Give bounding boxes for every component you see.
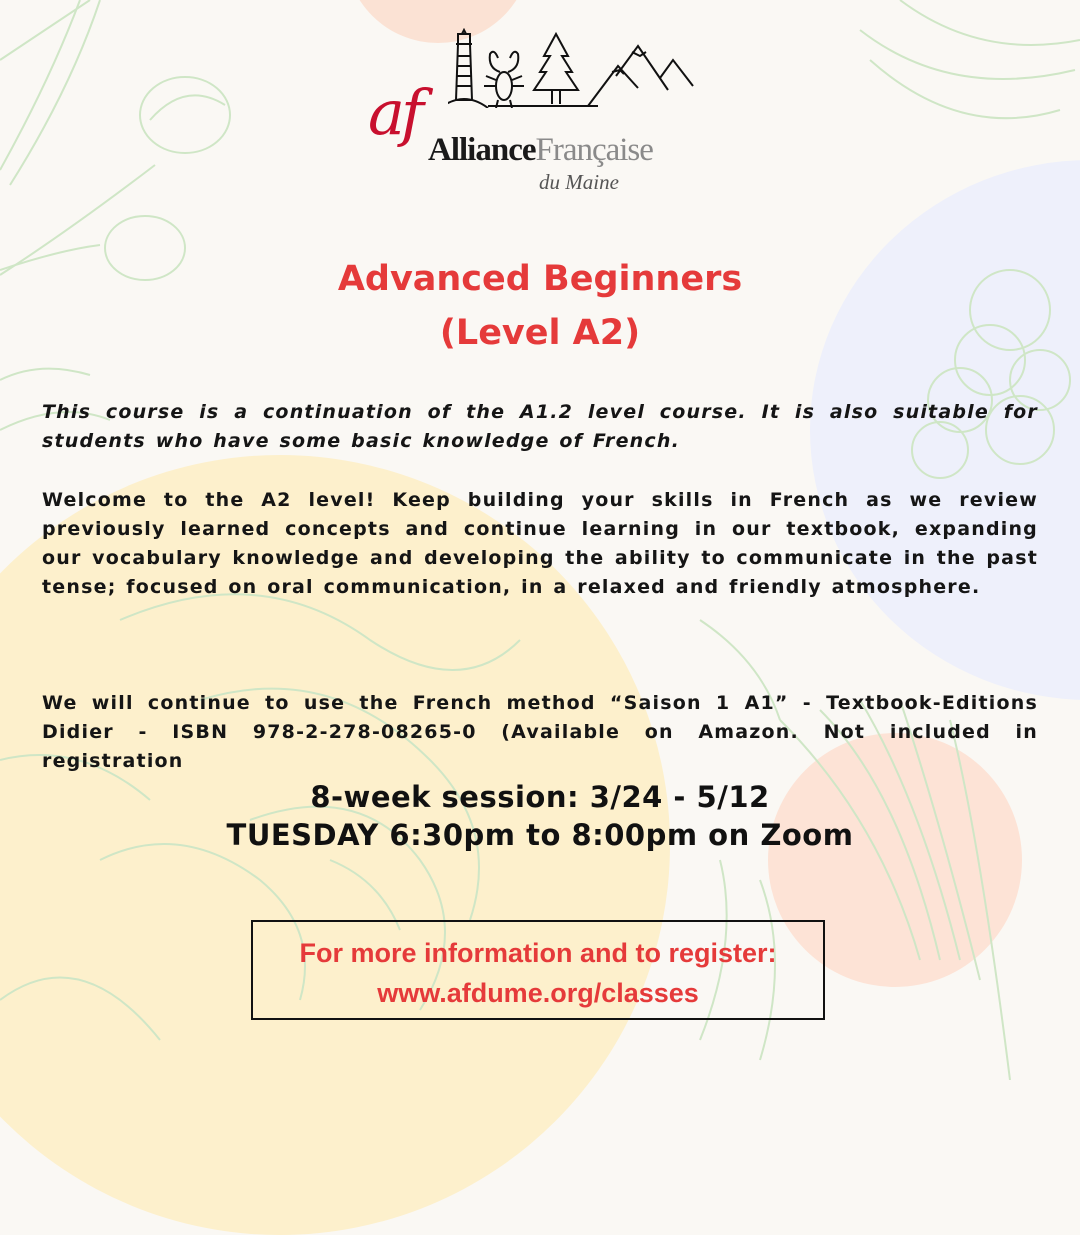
intro-paragraph: This course is a continuation of the A1.2 level course. It is also suitable for students who have some basic knowledge of French. (42, 401, 1038, 452)
register-link[interactable]: www.afdume.org/classes (377, 978, 699, 1008)
lobster-icon (484, 52, 524, 108)
maine-skyline-icon (448, 28, 708, 108)
welcome-paragraph: Welcome to the A2 level! Keep building your skills in French as we review previously learned concepts and continue learning in our textbook, expanding our vocabulary knowledge and developing the ability to communicate in the past tense; focused on oral communication, in a relaxed and friendly atmosphere. (42, 489, 1038, 598)
register-prompt: For more information and to register: (299, 938, 777, 968)
pine-tree-icon (488, 34, 598, 106)
lighthouse-icon (448, 30, 488, 108)
logo-name-alliance: Alliance (428, 132, 536, 168)
logo-monogram: af (368, 76, 420, 149)
logo-name (428, 132, 653, 169)
course-level: (Level A2) (439, 313, 641, 353)
register-info-box (251, 920, 825, 1020)
method-paragraph: We will continue to use the French method “Saison 1 A1” - Textbook-Editions Didier - ISBN 978-2-278-08265-0 (Available on Amazon. Not included in registration (42, 692, 1038, 772)
course-title: Advanced Beginners (337, 259, 743, 299)
logo-subtitle: du Maine (539, 170, 619, 194)
logo-name-francaise: Française (535, 132, 653, 168)
session-dates: 8-week session: 3/24 - 5/12 (310, 780, 770, 814)
alliance-francaise-logo (360, 28, 720, 198)
session-time: TUESDAY 6:30pm to 8:00pm on Zoom (226, 818, 854, 852)
mountains-icon (588, 46, 693, 106)
